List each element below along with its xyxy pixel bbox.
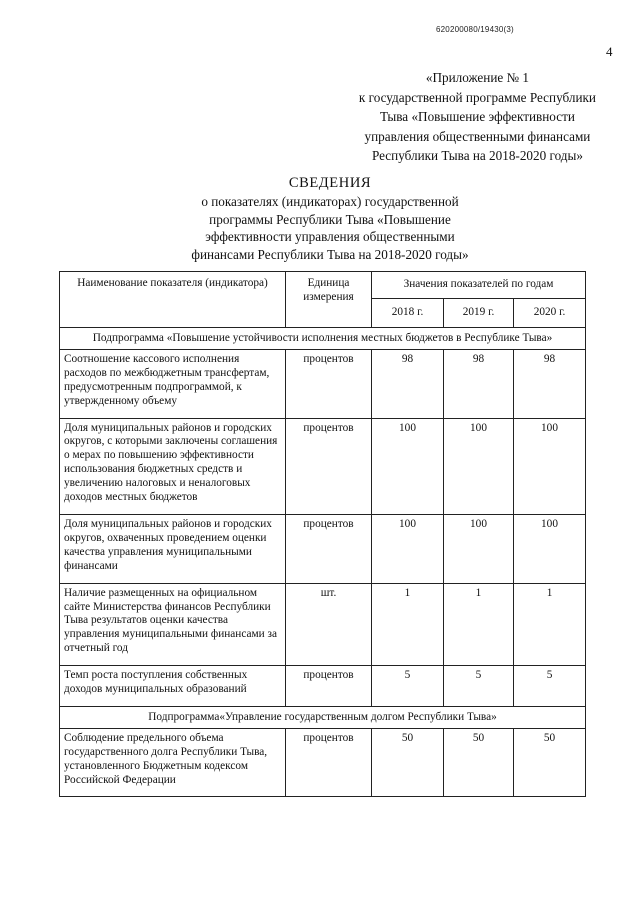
table-row [60, 418, 586, 514]
column-header-year: 2019 г. [444, 299, 514, 328]
value-2019: 50 [444, 728, 514, 797]
table-row [60, 349, 586, 418]
indicator-name: Соотношение кассового исполнения расходов по межбюджетным трансфертам, предусмотренным подпрограммой, к утвержденному объему [60, 349, 286, 418]
value-2018: 100 [372, 514, 444, 583]
value-2019: 98 [444, 349, 514, 418]
table-row [60, 514, 586, 583]
value-2019: 1 [444, 583, 514, 666]
value-2020: 100 [514, 514, 586, 583]
appendix-line: управления общественными финансами [364, 128, 591, 144]
indicator-name: Наличие размещенных на официальном сайте Министерства финансов Республики Тыва результатов оценки качества управления муниципальными финансами за отчетный год [60, 583, 286, 666]
value-2019: 100 [444, 514, 514, 583]
page-number: 4 [606, 44, 613, 59]
document-heading [150, 173, 510, 263]
value-2019: 100 [444, 418, 514, 514]
appendix-line: Тыва «Повышение эффективности [379, 109, 575, 124]
indicator-name: Соблюдение предельного объема государственного долга Республики Тыва, установленного Бюджетным кодексом Российской Федерации [60, 728, 286, 797]
column-header-year: 2020 г. [514, 299, 586, 328]
appendix-line: Республики Тыва на 2018-2020 годы» [371, 148, 583, 163]
column-header-name: Наименование показателя (индикатора) [60, 272, 286, 328]
indicators-table [59, 271, 586, 797]
indicator-name: Доля муниципальных районов и городских округов, с которыми заключены соглашения о мерах по повышению эффективности использования бюджетных средств и увеличению налоговых и неналоговых доходов местных бюджетов [60, 418, 286, 514]
heading-line: о показателях (индикаторах) государственной [201, 194, 459, 209]
document-code: 620200080/19430(3) [436, 25, 514, 34]
indicator-unit: процентов [286, 349, 372, 418]
table-row [60, 583, 586, 666]
indicator-unit: процентов [286, 728, 372, 797]
subprogram-row [60, 706, 586, 728]
appendix-line: к государственной программе Республики [358, 89, 596, 105]
indicator-unit: процентов [286, 514, 372, 583]
value-2018: 100 [372, 418, 444, 514]
value-2018: 50 [372, 728, 444, 797]
value-2020: 100 [514, 418, 586, 514]
column-header-unit: Единица измерения [286, 272, 372, 328]
indicator-unit: процентов [286, 666, 372, 707]
indicator-name: Темп роста поступления собственных доходов муниципальных образований [60, 666, 286, 707]
subprogram-row [60, 328, 586, 350]
value-2018: 1 [372, 583, 444, 666]
heading-line: эффективности управления общественными [205, 229, 455, 244]
value-2018: 98 [372, 349, 444, 418]
value-2018: 5 [372, 666, 444, 707]
appendix-line: «Приложение № 1 [425, 70, 530, 85]
indicator-unit: процентов [286, 418, 372, 514]
heading-line: финансами Республики Тыва на 2018-2020 годы» [191, 246, 469, 262]
value-2019: 5 [444, 666, 514, 707]
heading-line: программы Республики Тыва «Повышение [209, 211, 451, 227]
table-header-row [60, 272, 586, 299]
column-header-year: 2018 г. [372, 299, 444, 328]
subprogram-title: Подпрограмма«Управление государственным долгом Республики Тыва» [60, 706, 586, 728]
page-title: СВЕДЕНИЯ [288, 175, 372, 191]
column-header-values: Значения показателей по годам [372, 272, 586, 299]
value-2020: 98 [514, 349, 586, 418]
table-row [60, 666, 586, 707]
table-row [60, 728, 586, 797]
value-2020: 50 [514, 728, 586, 797]
value-2020: 5 [514, 666, 586, 707]
indicator-name: Доля муниципальных районов и городских округов, охваченных проведением оценки качества управления муниципальными финансами [60, 514, 286, 583]
appendix-note [359, 68, 596, 166]
subprogram-title: Подпрограмма «Повышение устойчивости исполнения местных бюджетов в Республике Тыва» [60, 328, 586, 350]
indicator-unit: шт. [286, 583, 372, 666]
value-2020: 1 [514, 583, 586, 666]
